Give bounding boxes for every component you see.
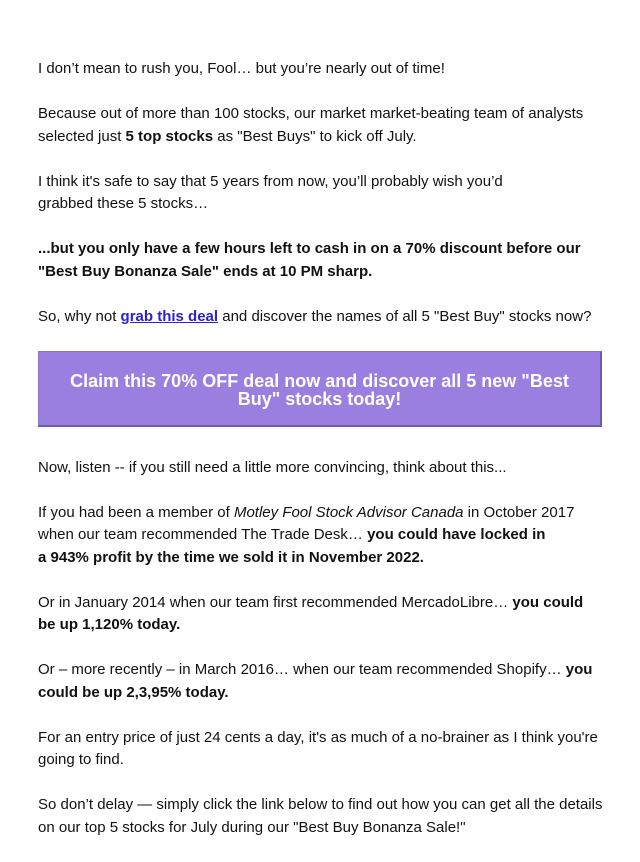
shopify-paragraph: Or – more recently – in March 2016… when our team recommended Shopify… you could be up 2,3,95% today. xyxy=(38,661,593,701)
deadline-paragraph: ...but you only have a few hours left to cash in on a 70% discount before our "Best Buy Bonanza Sale" ends at 10 PM sharp. xyxy=(38,240,581,280)
grab-deal-link[interactable]: grab this deal xyxy=(120,307,219,325)
wish-paragraph: I think it's safe to say that 5 years from now, you’ll probably wish you’d grabbed these 5 stocks… xyxy=(38,172,503,212)
email-body xyxy=(38,58,603,862)
stocks-paragraph: Because out of more than 100 stocks, our market market-beating team of analysts selected just 5 top stocks as "Best Buys" to kick off July. xyxy=(38,105,584,145)
intro-paragraph: I don’t mean to rush you, Fool… but you’re nearly out of time! xyxy=(38,60,445,77)
mercadolibre-paragraph: Or in January 2014 when our team first recommended MercadoLibre… you could be up 1,120% today. xyxy=(38,593,584,633)
price-paragraph: For an entry price of just 24 cents a day, it's as much of a no-brainer as I think you're going to find. xyxy=(38,728,598,768)
deal-paragraph: So, why not grab this deal and discover the names of all 5 "Best Buy" stocks now? xyxy=(38,307,592,325)
convincing-paragraph: Now, listen -- if you still need a little more convincing, think about this... xyxy=(38,458,507,476)
newsletter-name: Motley Fool Stock Advisor Canada xyxy=(233,503,464,521)
closing-paragraph: So don’t delay — simply click the link below to find out how you can get all the details on our top 5 stocks for July during our "Best Buy Bonanza Sale!" xyxy=(38,796,603,836)
trade-desk-paragraph: If you had been a member of Motley Fool Stock Advisor Canada in October 2017 when our team recommended The Trade Desk… you could have locked in a 943% profit by the time we sold it in November 2022. xyxy=(38,503,575,566)
top-stocks-emphasis: 5 top stocks xyxy=(125,127,214,145)
claim-deal-button[interactable]: Claim this 70% OFF deal now and discover all 5 new "Best Buy" stocks today! xyxy=(38,351,602,427)
